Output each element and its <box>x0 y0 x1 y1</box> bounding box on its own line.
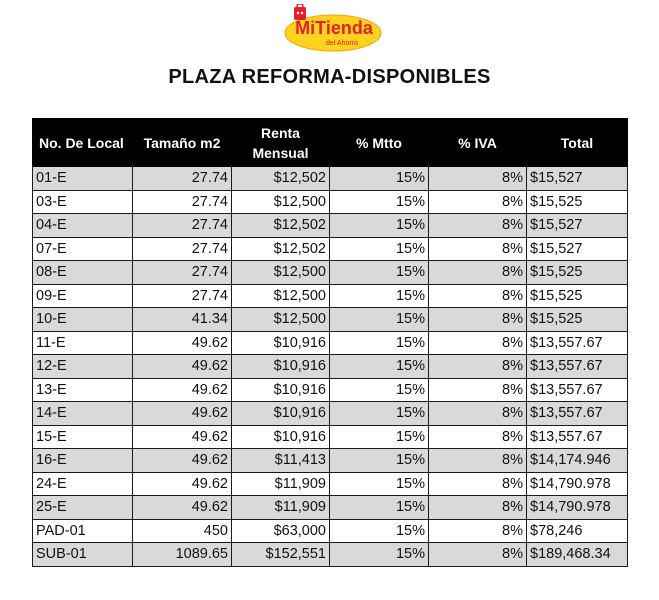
cell-size: 41.34 <box>133 308 232 332</box>
cell-rent: $12,502 <box>232 214 330 238</box>
cell-local: 03-E <box>33 190 133 214</box>
cell-total: $78,246 <box>527 519 628 543</box>
cell-rent: $12,500 <box>232 308 330 332</box>
cell-local: 07-E <box>33 237 133 261</box>
page-title: PLAZA REFORMA-DISPONIBLES <box>168 66 491 88</box>
cell-mtto: 15% <box>330 237 429 261</box>
cell-local: 12-E <box>33 355 133 379</box>
cell-rent: $10,916 <box>232 331 330 355</box>
cell-iva: 8% <box>429 355 527 379</box>
cell-mtto: 15% <box>330 425 429 449</box>
cell-iva: 8% <box>429 237 527 261</box>
cell-rent: $12,500 <box>232 284 330 308</box>
cell-rent: $10,916 <box>232 402 330 426</box>
cell-mtto: 15% <box>330 543 429 567</box>
cell-iva: 8% <box>429 425 527 449</box>
table-row <box>33 331 628 355</box>
header-local: No. De Local <box>33 119 133 167</box>
table-row <box>33 425 628 449</box>
header-rent-line2: Mensual <box>252 144 309 161</box>
cell-rent: $10,916 <box>232 378 330 402</box>
cell-iva: 8% <box>429 331 527 355</box>
cell-iva: 8% <box>429 284 527 308</box>
cell-iva: 8% <box>429 519 527 543</box>
cell-iva: 8% <box>429 378 527 402</box>
cell-local: 13-E <box>33 378 133 402</box>
cell-local: 09-E <box>33 284 133 308</box>
cell-total: $13,557.67 <box>527 331 628 355</box>
logo-brand-text: MiTienda <box>295 18 373 38</box>
table-row <box>33 496 628 520</box>
cell-iva: 8% <box>429 308 527 332</box>
cell-iva: 8% <box>429 167 527 191</box>
cell-total: $189,468.34 <box>527 543 628 567</box>
cell-size: 49.62 <box>133 402 232 426</box>
cell-rent: $11,909 <box>232 472 330 496</box>
cell-total: $13,557.67 <box>527 402 628 426</box>
locales-table <box>32 118 628 567</box>
cell-rent: $11,413 <box>232 449 330 473</box>
table-row <box>33 449 628 473</box>
cell-mtto: 15% <box>330 308 429 332</box>
table-row <box>33 261 628 285</box>
table-row <box>33 308 628 332</box>
header-iva: % IVA <box>429 119 527 167</box>
cell-mtto: 15% <box>330 331 429 355</box>
cell-total: $13,557.67 <box>527 425 628 449</box>
cell-total: $13,557.67 <box>527 355 628 379</box>
cell-local: 16-E <box>33 449 133 473</box>
cell-iva: 8% <box>429 190 527 214</box>
cell-total: $13,557.67 <box>527 378 628 402</box>
cell-size: 27.74 <box>133 237 232 261</box>
table-row <box>33 167 628 191</box>
cell-local: 11-E <box>33 331 133 355</box>
table-row <box>33 190 628 214</box>
cell-size: 27.74 <box>133 284 232 308</box>
cell-size: 27.74 <box>133 214 232 238</box>
table-row <box>33 355 628 379</box>
cell-total: $14,790.978 <box>527 472 628 496</box>
header-rent-line1: Renta <box>261 124 300 141</box>
cell-local: 25-E <box>33 496 133 520</box>
table-row <box>33 519 628 543</box>
cell-local: 15-E <box>33 425 133 449</box>
cell-mtto: 15% <box>330 261 429 285</box>
table-row <box>33 214 628 238</box>
cell-total: $15,525 <box>527 308 628 332</box>
header-size: Tamaño m2 <box>133 119 232 167</box>
cell-rent: $12,502 <box>232 237 330 261</box>
cell-iva: 8% <box>429 543 527 567</box>
cell-local: 24-E <box>33 472 133 496</box>
cell-size: 49.62 <box>133 378 232 402</box>
cell-size: 27.74 <box>133 167 232 191</box>
cell-rent: $63,000 <box>232 519 330 543</box>
table-header-row <box>33 119 628 167</box>
cell-total: $15,525 <box>527 261 628 285</box>
cell-size: 49.62 <box>133 449 232 473</box>
table-row <box>33 378 628 402</box>
cell-mtto: 15% <box>330 496 429 520</box>
table-row <box>33 402 628 426</box>
cell-total: $15,525 <box>527 284 628 308</box>
cell-size: 27.74 <box>133 190 232 214</box>
cell-total: $15,525 <box>527 190 628 214</box>
cell-local: 08-E <box>33 261 133 285</box>
cell-local: 14-E <box>33 402 133 426</box>
cell-local: 01-E <box>33 167 133 191</box>
cell-rent: $12,500 <box>232 261 330 285</box>
cell-iva: 8% <box>429 496 527 520</box>
cell-local: SUB-01 <box>33 543 133 567</box>
cell-rent: $11,909 <box>232 496 330 520</box>
cell-size: 49.62 <box>133 496 232 520</box>
cell-total: $15,527 <box>527 167 628 191</box>
cell-total: $15,527 <box>527 237 628 261</box>
cell-mtto: 15% <box>330 519 429 543</box>
cell-total: $14,174.946 <box>527 449 628 473</box>
cell-total: $15,527 <box>527 214 628 238</box>
cell-iva: 8% <box>429 449 527 473</box>
table-row <box>33 543 628 567</box>
table-row <box>33 284 628 308</box>
header-mtto: % Mtto <box>330 119 429 167</box>
cell-size: 49.62 <box>133 355 232 379</box>
cell-rent: $10,916 <box>232 425 330 449</box>
cell-mtto: 15% <box>330 378 429 402</box>
cell-mtto: 15% <box>330 167 429 191</box>
cell-mtto: 15% <box>330 402 429 426</box>
cell-mtto: 15% <box>330 472 429 496</box>
mitienda-logo <box>284 4 382 52</box>
cell-size: 49.62 <box>133 331 232 355</box>
cell-mtto: 15% <box>330 190 429 214</box>
cell-rent: $152,551 <box>232 543 330 567</box>
cell-local: 04-E <box>33 214 133 238</box>
table-row <box>33 237 628 261</box>
cell-size: 27.74 <box>133 261 232 285</box>
header-total: Total <box>527 119 628 167</box>
cell-size: 49.62 <box>133 472 232 496</box>
logo-tagline-text: del Ahorro <box>326 40 358 47</box>
cell-size: 49.62 <box>133 425 232 449</box>
cell-mtto: 15% <box>330 355 429 379</box>
header-rent <box>232 119 330 167</box>
cell-mtto: 15% <box>330 449 429 473</box>
cell-local: PAD-01 <box>33 519 133 543</box>
cell-iva: 8% <box>429 472 527 496</box>
cell-local: 10-E <box>33 308 133 332</box>
cell-size: 450 <box>133 519 232 543</box>
table-row <box>33 472 628 496</box>
cell-iva: 8% <box>429 214 527 238</box>
cell-size: 1089.65 <box>133 543 232 567</box>
cell-iva: 8% <box>429 261 527 285</box>
cell-rent: $10,916 <box>232 355 330 379</box>
cell-iva: 8% <box>429 402 527 426</box>
cell-rent: $12,502 <box>232 167 330 191</box>
cell-mtto: 15% <box>330 284 429 308</box>
cell-total: $14,790.978 <box>527 496 628 520</box>
cell-mtto: 15% <box>330 214 429 238</box>
cell-rent: $12,500 <box>232 190 330 214</box>
